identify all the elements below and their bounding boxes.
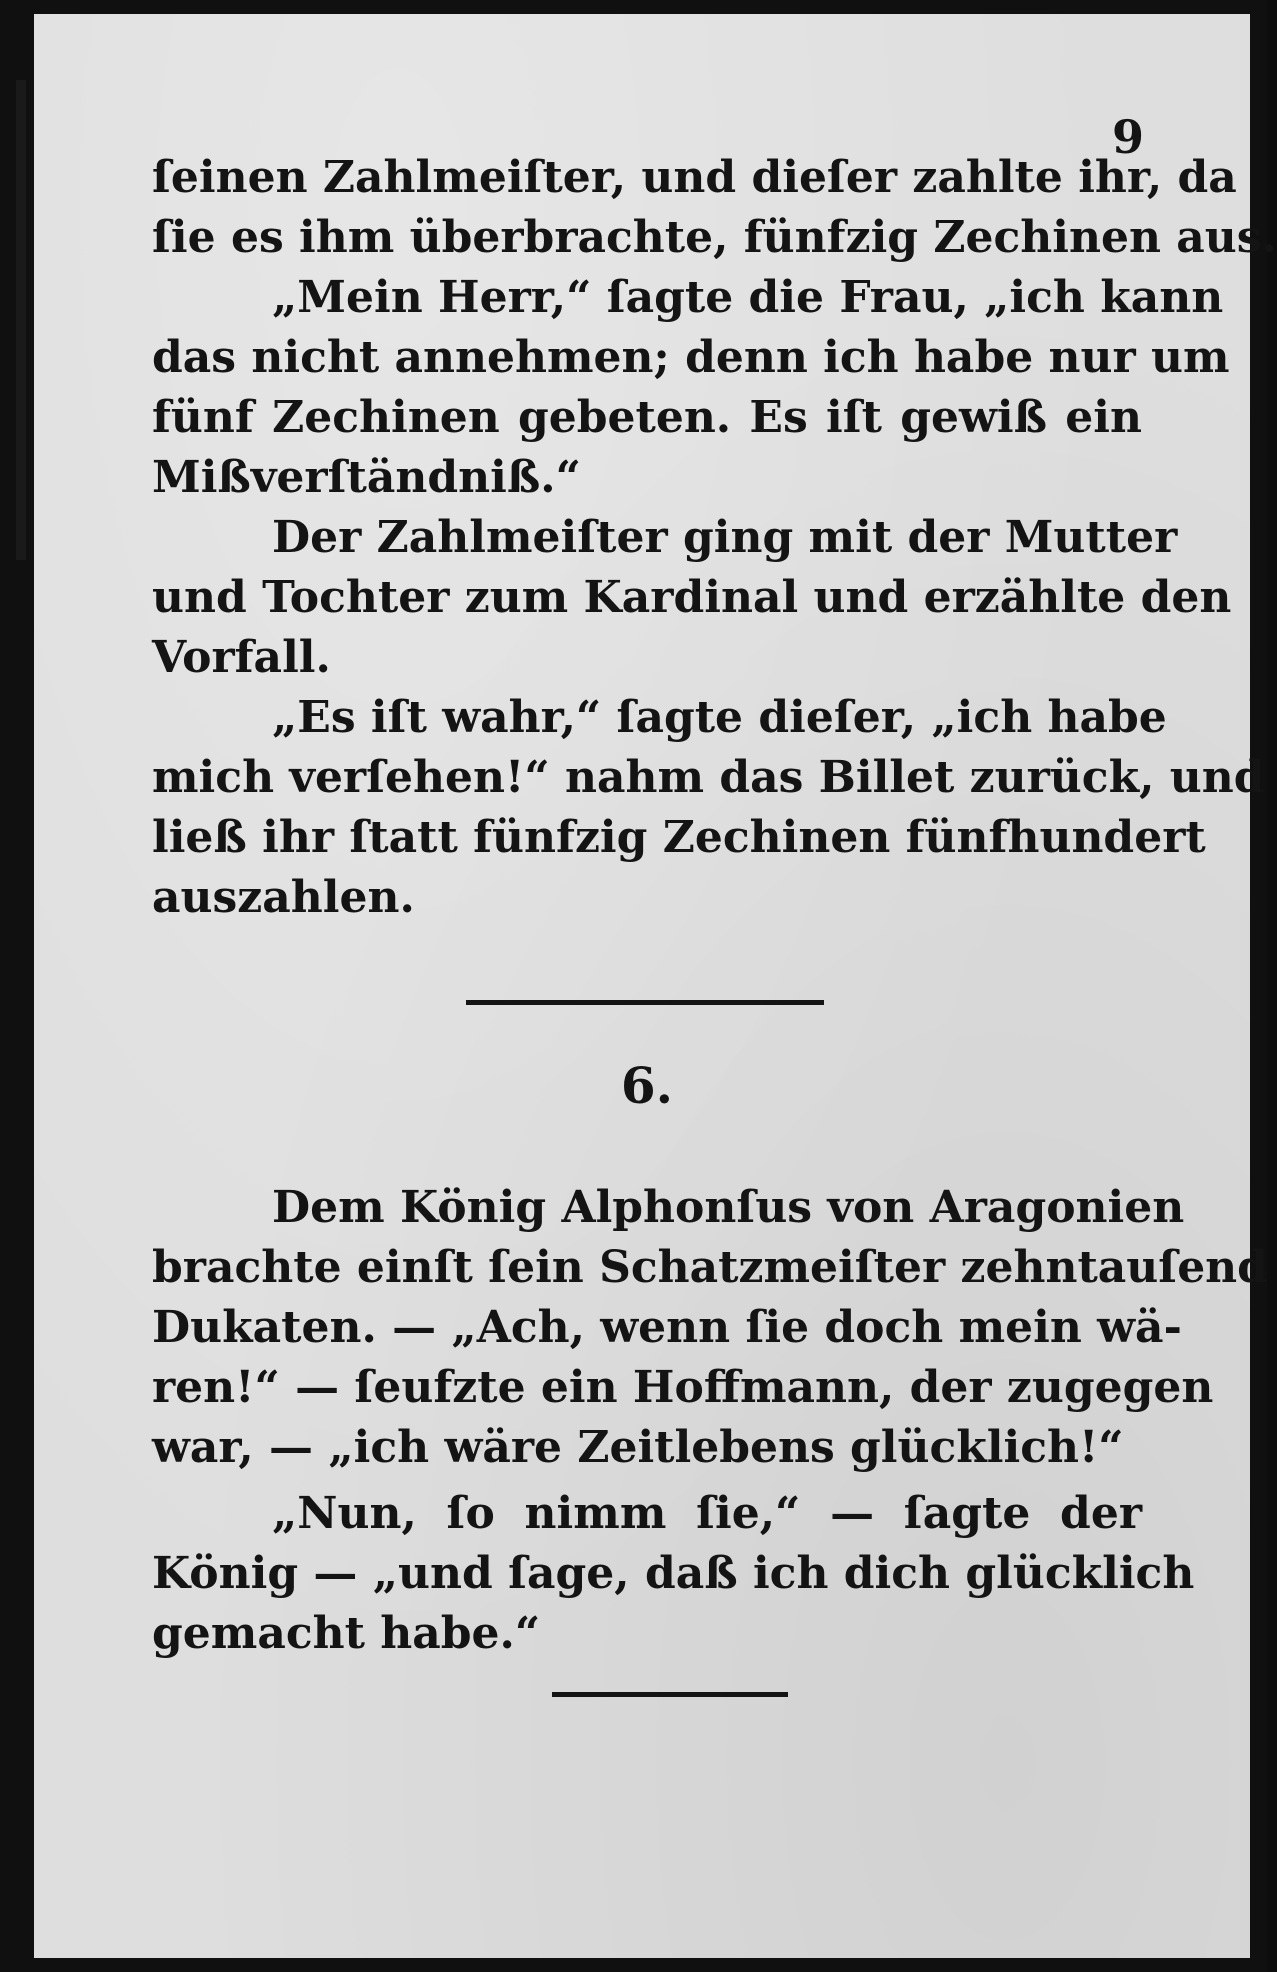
text-line: gemacht habe.“ bbox=[152, 1608, 541, 1659]
text-line: „Nun, ſo nimm ſie,“ — ſagte der bbox=[272, 1488, 1142, 1539]
end-divider bbox=[552, 1692, 788, 1697]
binding-edge bbox=[16, 80, 26, 560]
text-line: Mißverſtändniß.“ bbox=[152, 452, 581, 503]
section-number: 6. bbox=[620, 1056, 674, 1115]
text-line: „Mein Herr,“ ſagte die Frau, „ich kann bbox=[272, 272, 1224, 323]
text-line: Vorfall. bbox=[152, 632, 331, 683]
page-number: 9 bbox=[1111, 110, 1144, 164]
text-line: auszahlen. bbox=[152, 872, 415, 923]
text-line: ſeinen Zahlmeiſter, und dieſer zahlte ihr, da bbox=[152, 152, 1237, 203]
text-line: ren!“ — ſeufzte ein Hoffmann, der zugegen bbox=[152, 1362, 1214, 1413]
text-line: Der Zahlmeiſter ging mit der Mutter bbox=[272, 512, 1178, 563]
text-line: war, — „ich wäre Zeitlebens glücklich!“ bbox=[152, 1422, 1124, 1473]
text-line: Dem König Alphonſus von Aragonien bbox=[272, 1182, 1185, 1233]
text-line: das nicht annehmen; denn ich habe nur um bbox=[152, 332, 1230, 383]
text-line: ließ ihr ſtatt fünfzig Zechinen fünfhundert bbox=[152, 812, 1206, 863]
section-divider bbox=[466, 1000, 824, 1005]
text-line: Dukaten. — „Ach, wenn ſie doch mein wä- bbox=[152, 1302, 1182, 1353]
text-line: fünf Zechinen gebeten. Es iſt gewiß ein bbox=[152, 392, 1142, 443]
text-line: mich verſehen!“ nahm das Billet zurück, und bbox=[152, 752, 1265, 803]
text-line: König — „und ſage, daß ich dich glücklich bbox=[152, 1548, 1195, 1599]
text-line: brachte einſt ſein Schatzmeiſter zehntauſend bbox=[152, 1242, 1268, 1293]
text-line: „Es iſt wahr,“ ſagte dieſer, „ich habe bbox=[272, 692, 1167, 743]
text-line: ſie es ihm überbrachte, fünfzig Zechinen aus. bbox=[152, 212, 1277, 263]
text-line: und Tochter zum Kardinal und erzählte den bbox=[152, 572, 1232, 623]
